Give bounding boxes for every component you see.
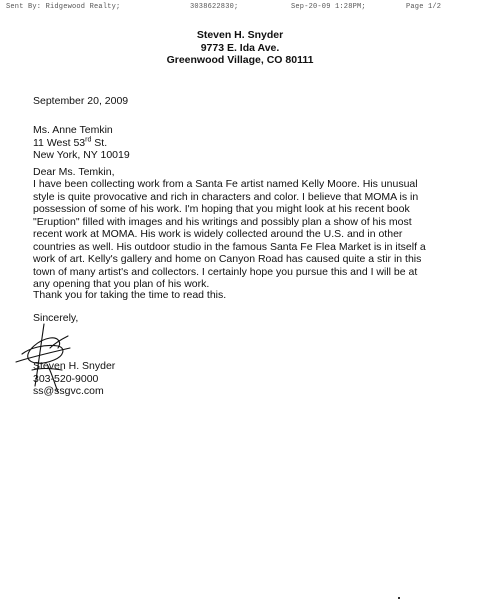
recipient-street-number: 11 West 53 (33, 136, 86, 149)
greeting: Dear Ms. Temkin, (33, 166, 115, 178)
signer-name: Steven H. Snyder (33, 360, 116, 372)
signature-block (33, 360, 115, 398)
fax-page-count: Page 1/2 (406, 3, 442, 11)
sender-name: Steven H. Snyder (196, 29, 284, 41)
body-line: "Eruption" filled with images and his writings and possibly plan a show of his most (33, 215, 412, 228)
body-line: style is quite provocative and rich in characters and color. I believe that MOMA is in (33, 190, 419, 203)
recipient-street (33, 137, 130, 150)
closing: Sincerely, (33, 312, 79, 324)
letterhead (0, 29, 480, 67)
recipient-street-type: St. (91, 136, 108, 149)
letter-body (33, 178, 426, 291)
body-line: possession of some of his work. I'm hoping that you might look at his recent book (33, 203, 410, 215)
sender-city: Greenwood Village, CO 80111 (166, 54, 314, 66)
signer-phone: 303-520-9000 (33, 372, 99, 385)
fax-sent-by: Sent By: Ridgewood Realty; (6, 3, 121, 11)
sender-street: 9773 E. Ida Ave. (200, 41, 280, 54)
signer-email: ss@ssgvc.com (33, 385, 104, 397)
body-line: any opening that you plan of his work. (33, 278, 210, 290)
body-line: town of many artist's and collectors. I certainly hope you pursue this and I will be at (33, 265, 418, 278)
recipient-street-suffix: rd (85, 136, 92, 143)
recipient-address (33, 124, 130, 162)
body-line: countries as well. His outdoor studio in the famous Santa Fe Flea Market is in itself a (33, 240, 426, 253)
fax-header (6, 3, 474, 13)
recipient-city: New York, NY 10019 (33, 149, 130, 161)
body-line: work of art. Kelly's gallery and home on Canyon Road has caused quite a stir in this (33, 253, 422, 265)
fax-phone: 3038622830; (190, 3, 239, 11)
letter-date: September 20, 2009 (33, 95, 129, 107)
scan-speck (398, 597, 400, 599)
fax-datetime: Sep-20-09 1:28PM; (291, 3, 366, 11)
thanks-line: Thank you for taking the time to read this. (33, 289, 227, 301)
recipient-name: Ms. Anne Temkin (33, 124, 113, 136)
body-line: recent work at MOMA. His work is widely collected around the U.S. and in other (33, 228, 403, 240)
body-line: I have been collecting work from a Santa Fe artist named Kelly Moore. His unusual (33, 178, 418, 190)
